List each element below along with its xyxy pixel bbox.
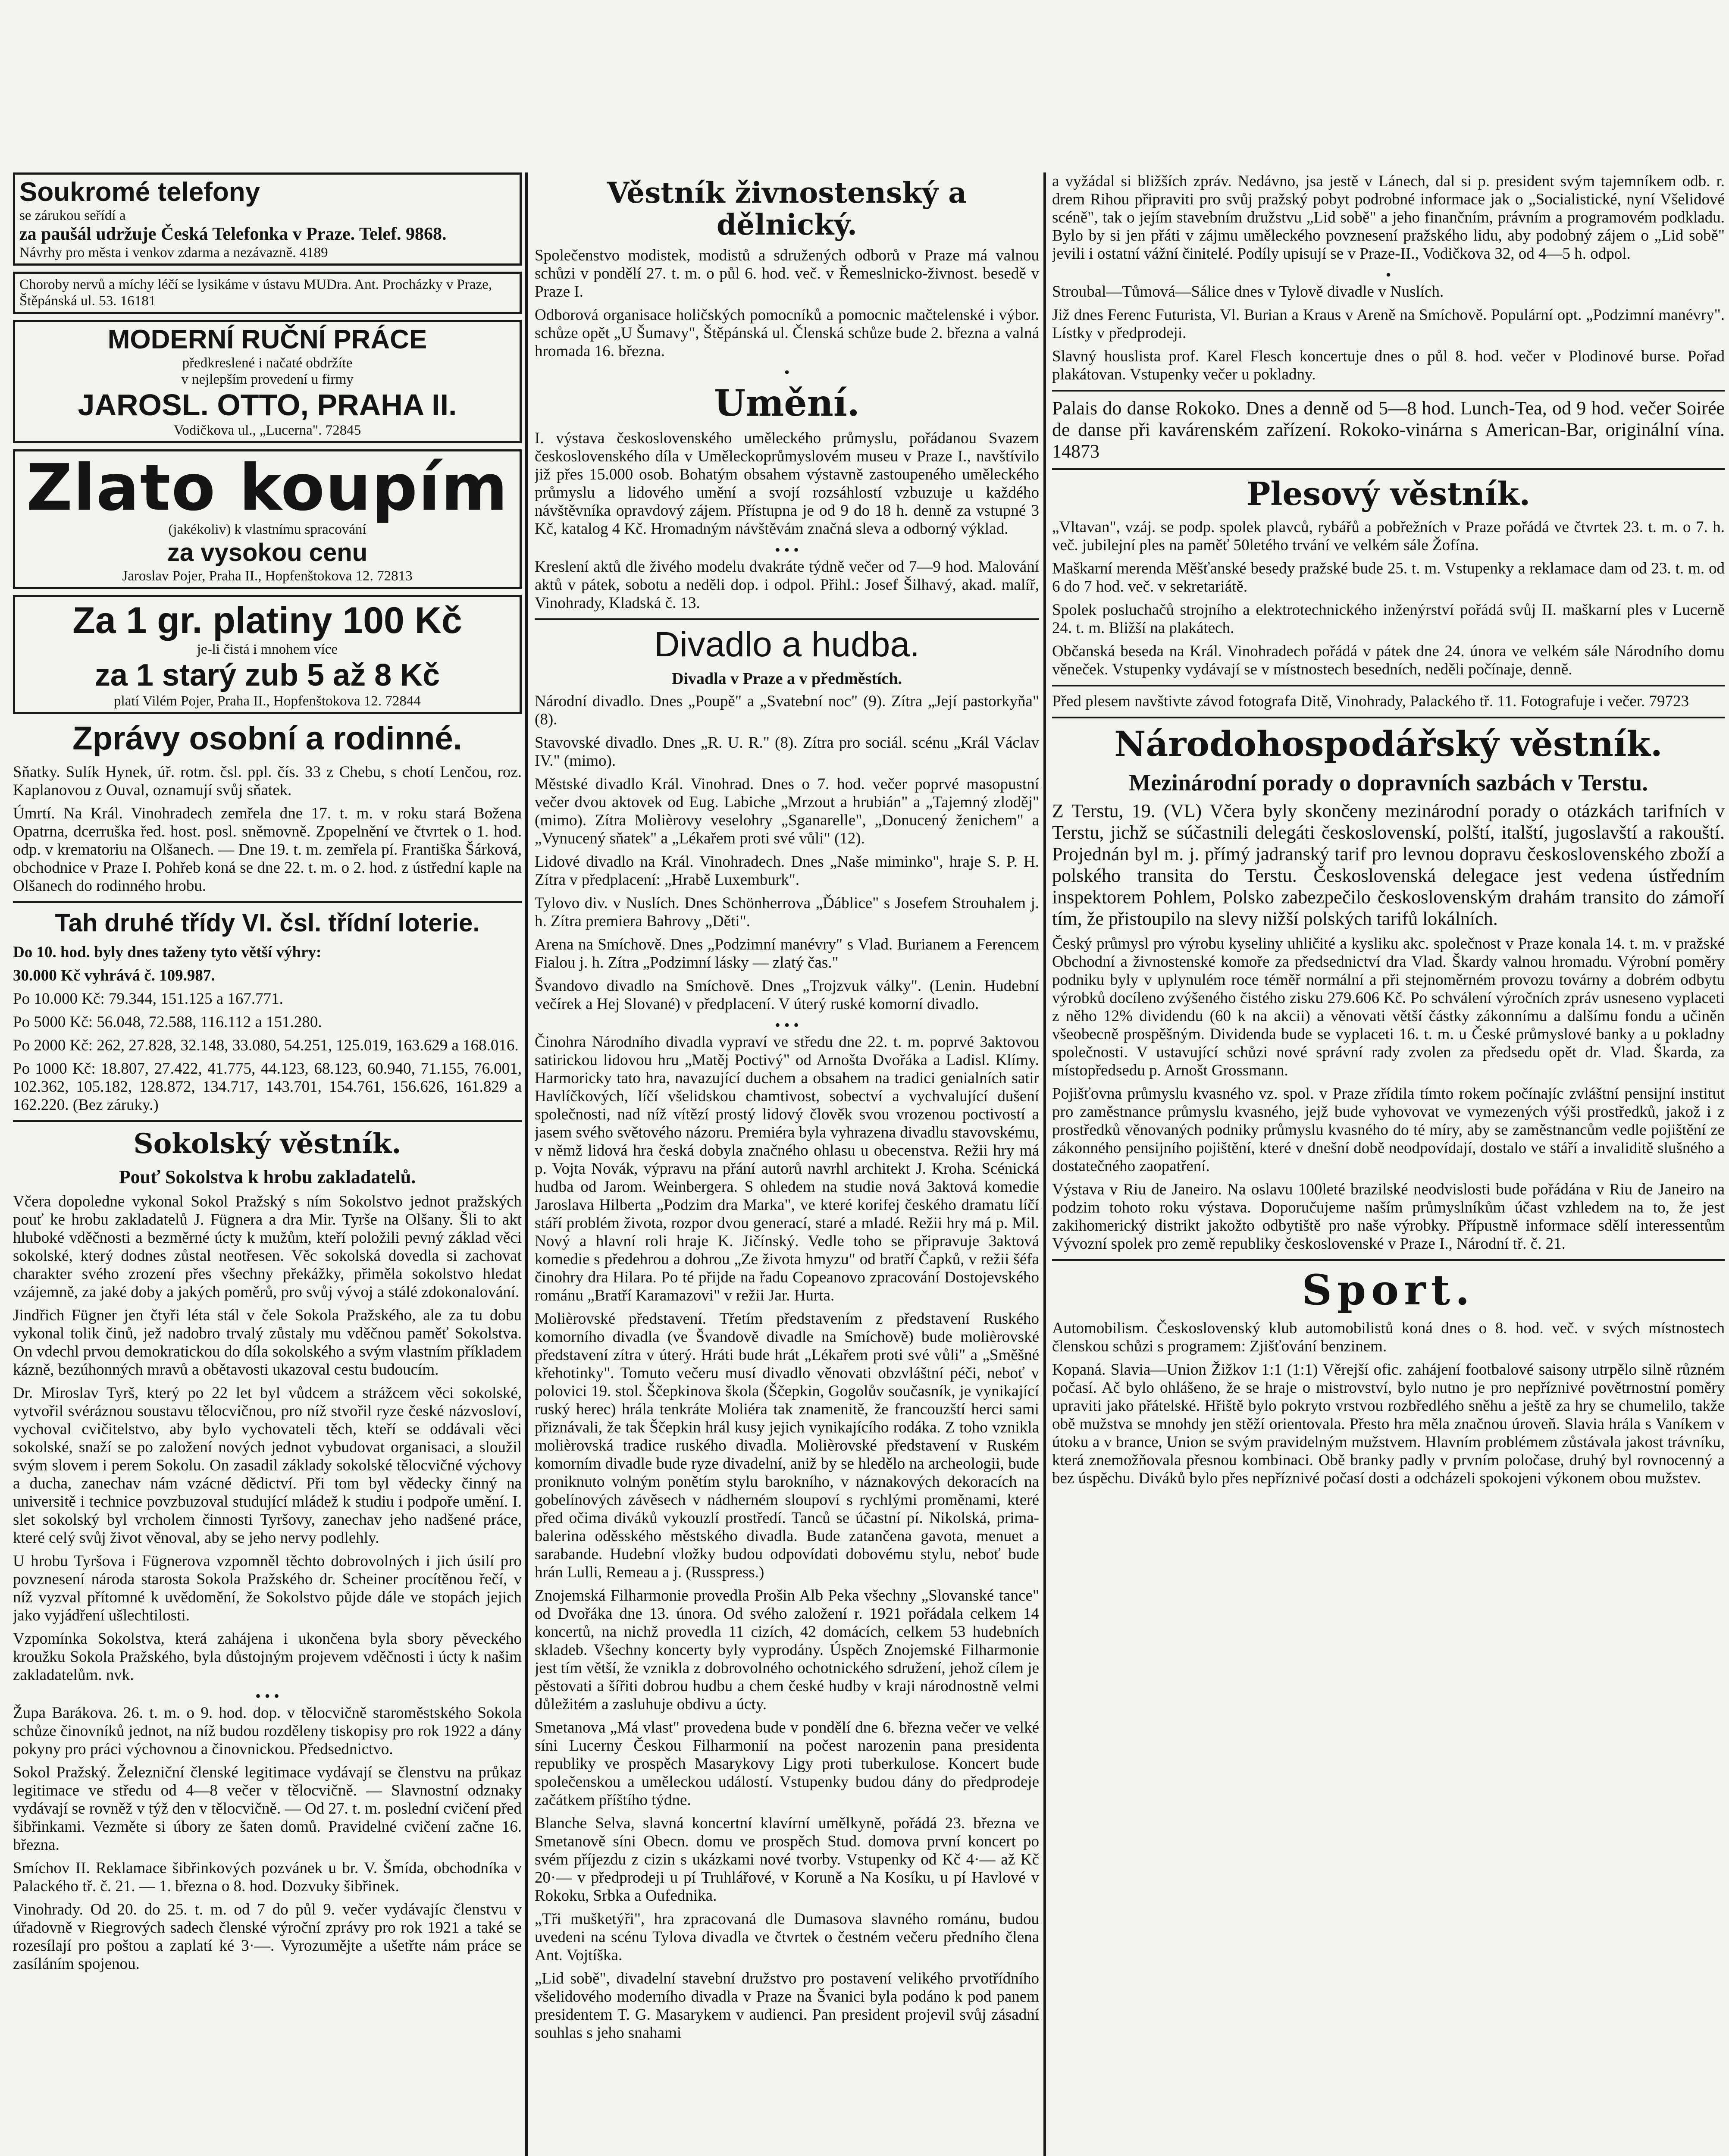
divider xyxy=(1052,1259,1725,1261)
vystava-paragraph: I. výstava československého uměleckého průmyslu, pořádanou Svazem československého díla v Uměleckoprůmyslovém museu v Praze I., navštívilo již přes 15.000 osob. Bohatým obsahem výstavně zastoupeného uměleckého průmyslu a lidového umění a svojí rozsáhlostí vzbuzuje u každého návštěvníka opravdový zájem. Přístupna je od 9 do 18 h. denně za vstupné 3 Kč, katalog 4 Kč. Hromadným návštěvám značná sleva a odborný výklad. xyxy=(535,429,1039,538)
svandovo-paragraph: Švandovo divadlo na Smíchově. Dnes „Trojzvuk války". (Lenin. Hudební večírek a Hej Slované) v předplacení. V úterý ruské komorní divadlo. xyxy=(535,977,1039,1013)
porady-subheading: Mezinárodní porady o dopravních sazbách v Terstu. xyxy=(1129,770,1648,796)
ad-zlato-price: za vysokou cenu xyxy=(167,539,368,567)
kvasnicna-paragraph: Pojišťovna průmyslu kvasného vz. spol. v Praze zřídila tímto rokem počínajíc zvláštní pensijní institut pro zaměstnance průmyslu kvasného, jejž bude vyhovovat ve vymezených výši prostředků, jakož i z prostředků věnovaných podniky průmyslu kvasného do té míry, aby se zaměstnancům vedle pojištění ze zákonného pensijního pojištění, které v dnešní době neodpovídají, dostalo ve stáří a invaliditě slušného a dostatečného zaopatření. xyxy=(1052,1085,1725,1175)
terst-paragraph: Z Terstu, 19. (VL) Včera byly skončeny mezinárodní porady o otázkách tarifních v Terstu, jichž se súčastnili delegáti československí, polští, italští, jugoslavští a rakouští. Projednán byl m. j. přímý jadranský tarif pro levnou dopravu československého zboží a polského transita do Terstu. Československá delegace jest vedena ústředním inspektorem Pohlem, Polsko zabezpečilo československým drahám transito do zámoří tím, že přistoupilo na slevy nižší polských tarifů lokálních. xyxy=(1052,800,1725,929)
column-c xyxy=(1052,172,1725,2156)
auto-paragraph: Automobilism. Československý klub automobilistů koná dnes o 8. hod. več. v svých místnostech členskou schůzi s programem: Zjišťování benzinem. xyxy=(1052,1319,1725,1355)
vestnik-heading: Věstník živnostenský a dělnický. xyxy=(607,176,967,241)
narodohosp-heading: Národohospodářský věstník. xyxy=(1114,724,1663,764)
vinohradske-paragraph: Městské divadlo Král. Vinohrad. Dnes o 7. hod. večer poprvé masopustní večer dvou aktovek od Eug. Labiche „Mrzout a hrubián" a „Tajemný zloděj" (mimo). Zítra Molièrovy veselohry „Sganarelle", „Donucený ženichem" a „Vynucený sňatek" a „Lékařem proti své vůli" (12). xyxy=(535,775,1039,847)
tylovo-paragraph: Tylovo div. v Nuslích. Dnes Schönherrova „Ďáblice" s Josefem Strouhalem j. h. Zítra premiera Bahrovy „Děti". xyxy=(535,894,1039,930)
futurista-paragraph: Již dnes Ferenc Futurista, Vl. Burian a Kraus v Areně na Smíchově. Populární opt. „Podzimní manévry". Lístky v předprodeji. xyxy=(1052,306,1725,342)
ad-telefony-line2: Návrhy pro města i venkov zdarma a nezávazně. 4189 xyxy=(19,245,328,260)
plesem-paragraph: Před plesem navštivte závod fotografa Ditě, Vinohrady, Palackého tř. 11. Fotografuje i večer. 79723 xyxy=(1052,693,1689,710)
ketyr-paragraph: „Tři mušketýři", hra zpracovaná dle Dumasova slavného románu, budou uvedeni na scénu Tylova divadla ve čtvrtek o čestném večeru předního člena Ant. Vojtíška. xyxy=(535,1910,1039,1964)
kyselina-paragraph: Český průmysl pro výrobu kyseliny uhličité a kysliku akc. společnost v Praze konala 14. t. m. v pražské Obchodní a živnostenské komoře za předsednictví dra Vlad. Škardy valnou hromadu. Výrobní poměry podniku byly v uplynulém roce téměř normální a při stejnoměrném provozu továrny a dobrém odbytu výrobků docíleno zvýšeného čistého zisku 279.606 Kč. Po schválení výročních zpráv usneseno vyplaceti z něho 12% dividendu (60 k na akcii) a věnovati větší částky zákonnímu a dalšímu fondu a učiněn všeobecně prospěšným. Dividenda bude se vyplaceti 16. t. m. u České průmyslové banky a u pokladny společnosti. V ustavující schůzi nové správní rady zvolen za předsedu opět dr. Vlad. Škarda, za místopředsedu p. Arnošt Grossmann. xyxy=(1052,935,1725,1079)
masopustni-paragraph: Maškarní merenda Měšťanské besedy pražské bude 25. t. m. Vstupenky a reklamace dam od 23. t. m. od 6 do 7 hod. več. v sekretariátě. xyxy=(1052,560,1725,595)
divider xyxy=(1052,685,1725,686)
divider: • • • xyxy=(775,541,799,558)
lidove-paragraph: Lidové divadlo na Král. Vinohradech. Dnes „Naše miminko", hraje S. P. H. Zítra v předplacení: „Hrabě Luxemburk". xyxy=(535,853,1039,889)
divider: • • • xyxy=(255,1687,279,1705)
loterie-intro: Do 10. hod. byly dnes taženy tyto větší výhry: xyxy=(13,943,322,961)
ad-prace-firm: JAROSL. OTTO, PRAHA II. xyxy=(78,388,457,422)
snatky-paragraph: Sňatky. Sulík Hynek, úř. rotm. čsl. ppl. čís. 33 z Chebu, s chotí Lenčou, roz. Kaplanovou z Ouval, oznamují svůj sňatek. xyxy=(13,763,522,799)
blanche-paragraph: Blanche Selva, slavná koncertní klavírní umělkyně, pořádá 23. března ve Smetanově síni Obecn. domu ve prospěch Stud. domova první koncert po svém příjezdu z cizin s ukázkami nové tvorby. Vstupenky od Kč 4·— až Kč 20·— v předprodeji u pí Truhlářové, v Koruně a Na Kosíku, u pí Havlové v Rokoku, Srbka a Oufednika. xyxy=(535,1814,1039,1905)
kresleni-paragraph: Kreslení aktů dle živého modelu dvakráte týdně večer od 7—9 hod. Malování aktů v pátek, sobotu a neděli dop. i odpol. Přihl.: Josef Šilhavý, akad. malíř, Vinohrady, Kladská č. 13. xyxy=(535,558,1039,612)
narodni-paragraph: Národní divadlo. Dnes „Poupě" a „Svatební noc" (9). Zítra „Její pastorkyňa" (8). xyxy=(535,693,1039,728)
column-divider-2 xyxy=(1043,172,1046,2156)
continuation-paragraph: a vyžádal si bližších zpráv. Nedávno, jsa jestě v Lánech, dal si p. president svým tajemníkem odb. r. drem Rihou připraviti pro svůj pražský pobyt podrobné informace jak o „Socialistické, nyní Všelidové scéně", tak o jejím stavebním družstvu „Lid sobě" a jeho finančním, právním a programovém podkladu. Bylo by si jen přáti v zájmu uměleckého povznesení pražského lidu, aby podobný zájem o „Lid sobě" jevili i ostatní vážní činitelé. Podíly upisují se v Praze-II., Vodičkova 32, od 4—5 h. odpol. xyxy=(1052,172,1725,263)
ad-platiny-line: je-li čistá i mnohem více xyxy=(197,642,338,657)
column-a xyxy=(13,172,522,2156)
ad-prace-addr: Vodičkova ul., „Lucerna". 72845 xyxy=(173,423,361,438)
vltavan-paragraph: „Vltavan", vzáj. se podp. spolek plavců, rybářů a pobřežních v Praze pořádá ve čtvrtek 23. t. m. o 7. h. več. jubilejní ples na paměť 50letého trvání ve velkém sále Žofína. xyxy=(1052,518,1725,554)
divider xyxy=(1052,468,1725,470)
ad-platiny-zub: za 1 starý zub 5 až 8 Kč xyxy=(94,658,440,693)
sokol-heading: Sokolský věstník. xyxy=(133,1128,401,1160)
arena-paragraph: Arena na Smíchově. Dnes „Podzimní manévry" s Vlad. Burianem a Ferencem Fialou j. h. Zítra „Podzimní lásky — zlatý čas." xyxy=(535,936,1039,971)
ad-telefony-title: Soukromé telefony xyxy=(19,177,260,207)
ad-zlato xyxy=(13,449,522,589)
stavovske-paragraph: Stavovské divadlo. Dnes „R. U. R." (8). Zítra pro sociál. scénu „Král Václav IV." (mimo). xyxy=(535,734,1039,770)
ad-prace-title: MODERNÍ RUČNÍ PRÁCE xyxy=(107,325,427,354)
divider xyxy=(1052,717,1725,718)
loterie-10000: Po 10.000 Kč: 79.344, 151.125 a 167.771. xyxy=(13,990,283,1008)
ad-platiny xyxy=(13,595,522,714)
smetanova-paragraph: Smetanova „Má vlast" provedena bude v pondělí dne 6. března večer ve velké síni Lucerny Českou Filharmonií na počest narozenin pana presidenta republiky ve prospěch Masarykovy Ligy proti tuberkulose. Koncert bude společenskou a uměleckou událostí. Vstupenky budou dány do předprodeje začátkem příštího týdne. xyxy=(535,1719,1039,1809)
elektro-paragraph: Spolek posluchačů strojního a elektrotechnického inženýrství pořádá svůj II. maškarní ples v Lucerně 24. t. m. Bližší na plakátech. xyxy=(1052,601,1725,637)
divider xyxy=(13,901,522,903)
ad-telefony-sub: se zárukou seřídí a xyxy=(19,208,126,223)
ad-choroby-text: Choroby nervů a míchy léčí se lysikáme v ústavu MUDra. Ant. Procházky v Praze, Štěpánská ul. 53. 16181 xyxy=(19,277,492,309)
kopana-paragraph: Kopaná. Slavia—Union Žižkov 1:1 (1:1) Věrejší ofic. zahájení footbalové saisony utrpělo silně různém počasí. Ač bylo ohlášeno, že se hraje o mistrovství, bylo nutno je pro nepříznivé povětrnostní poměry upraviti jako přátelské. Hřiště bylo pokryto vrstvou rozbředlého sněhu a ještě za hry se chumelilo, takže obě mužstva se mnohdy jen stěží orientovala. Přesto hra měla značnou úroveň. Slavia hrála s Vaníkem v útoku a v brance, Union se svým pravidelným mužstvem. Hlavním problémem zůstávala jakost trávníku, která znemožňovala přesnou kombinaci. Obě branky padly v prvním poločase, druhý byl rovnocenný a bez úspěchu. Diváků bylo přes nepříznivé počasí dosti a odcházeli spokojeni výkonem obou mužstev. xyxy=(1052,1361,1725,1487)
zupa-paragraph: Župa Barákova. 26. t. m. o 9. hod. dop. v tělocvičně staroměstského Sokola schůze činovníků jednot, na níž budou rozděleny tiskopisy pro rok 1922 a dány pokyny pro práci výchovnou a činovnickou. Předsednictvo. xyxy=(13,1704,522,1758)
sokol-p1: Včera dopoledne vykonal Sokol Pražský s ním Sokolstvo jednot pražských pouť ke hrobu zakladatelů J. Fügnera a dra Mir. Tyrše na Olšany. Šli to akt hluboké vděčnosti a bezměrné úcty k mužům, kteří položili pevný základ věci sokolské, který dodnes zůstal neotřesen. Věc sokolská dovedla si zachovat charakter svého zrození přes všechny překážky, přiměla sokolstvo hledat vzájemně, za jaké doby a jakých poměrů, pro svůj vývoj a stálé zdokonalování. xyxy=(13,1193,522,1301)
ad-telefony xyxy=(13,172,522,266)
loterie-30000: 30.000 Kč vyhrává č. 109.987. xyxy=(13,967,215,984)
ad-platiny-title: Za 1 gr. platiny 100 Kč xyxy=(72,600,462,641)
loterie-5000: Po 5000 Kč: 56.048, 72.588, 116.112 a 151.280. xyxy=(13,1013,322,1031)
modistek-paragraph: Společenstvo modistek, modistů a sdružených odborů v Praze má valnou schůzi v pondělí 27. t. m. o půl 6. hod. več. v Řemeslnicko-živnost. besedě v Praze I. xyxy=(535,247,1039,301)
vinohrady-paragraph: Vinohrady. Od 20. do 25. t. m. od 7 do půl 9. večer vydávajíc členstvu v úřadovně v Riegrových sadech členské výroční zprávy pro rok 1921 a také se rozesílají pro poštou a zaplatí ké 3·—. Vyrozumějte a ušetřte nám práce se zasíláním spojenou. xyxy=(13,1901,522,1973)
plesovy-heading: Plesový věstník. xyxy=(1246,476,1531,513)
column-b xyxy=(535,172,1039,2156)
rokoko-paragraph: Palais do danse Rokoko. Dnes a denně od 5—8 hod. Lunch-Tea, od 9 hod. večer Soirée de danse při kavárenském zařízení. Rokoko-vinárna s American-Bar, originální vína. 14873 xyxy=(1052,398,1725,462)
ad-zlato-line: (jakékoliv) k vlastnímu spracování xyxy=(168,522,366,537)
smichov-paragraph: Smíchov II. Reklamace šibřinkových pozvánek u br. V. Šmída, obchodníka v Palackého tř. č. 21. — 1. března o 8. hod. Dozvuky šibřinek. xyxy=(13,1859,522,1895)
zpravy-heading: Zprávy osobní a rodinné. xyxy=(72,720,462,757)
divider: • • • xyxy=(775,1016,799,1034)
umrti-paragraph: Úmrtí. Na Král. Vinohradech zemřela dne 17. t. m. v roku stará Božena Opatrna, dcerruška řed. host. posl. sněmovně. Zpopelnění ve čtvrtek o 1. hod. odp. v krematoriu na Olšanech. — Dne 19. t. m. zemřela pí. Františka Šárková, obchodnice v Praze I. Pohřeb koná se dne 22. t. m. o 2. hod. z ústřední kaple na Olšanech do rodinného hrobu. xyxy=(13,805,522,895)
divider: • xyxy=(1385,266,1391,283)
ad-rucni-prace xyxy=(13,320,522,443)
sport-heading: Sport. xyxy=(1302,1266,1475,1314)
sokol-p2: Jindřich Fügner jen čtyři léta stál v čele Sokola Pražského, ale za tu dobu vykonal tolik činů, jež nadobro trvalý zůstaly mu vděčnou paměť Sokolstva. On vdechl prvou demokratickou do díla sokolského a svým vlastním příkladem kázně, bezúhonných mravů a obětavosti ukazoval cestu budoucím. xyxy=(13,1307,522,1379)
column-divider-1 xyxy=(525,172,528,2156)
loterie-heading: Tah druhé třídy VI. čsl. třídní loterie. xyxy=(55,909,480,937)
divadla-subheading: Divadla v Praze a v předměstích. xyxy=(671,670,902,688)
sokol-p3: Dr. Miroslav Tyrš, který po 22 let byl vůdcem a strážcem věci sokolské, vytvořil svéráznou soustavu tělocvičnou, pro níž stvořil ryze české názvosloví, vychoval cvičitelstvo, aby bylo vychovateli těch, kteří se oddávali věci sokolské, snaží se po založení nových jednot vybudovat organisaci, a sloužil svým slovem i perem Sokolu. On zasadil základy sokolské tělocvičné výchovy a ducha, zanechav nám vzácné dědictví. Při tom byl vědecky činný na universitě i technice povzbuzoval studující mládež k studiu i podpoře umění. I. slet sokolský byl vrcholem činnosti Tyršovy, zanechav jeho nadšené práce, které celý svůj život věnoval, aby se jeho nervy podlehly. xyxy=(13,1384,522,1547)
molierovske-paragraph: Molièrovské představení. Třetím představením z představení Ruského komorního divadla (ve Švandově divadle na Smíchově) bude molièrovské představení zítra v úterý. Hráti bude hrát „Lékařem proti své vůli" a „Směšné křehotinky". Tomuto večeru musí divadlo věnovati obzvláštní péči, neboť v polovici 19. stol. Ščepkinova škola (Ščepkin, Gogolův současník, je vynikající ruský herec) hrála tenkráte Moliéra tak znamenitě, že francouzští herci sami přiznávali, že tak Ščepkin hrál kusy jejich vynikajícího rodáka. Z toho vznikla molièrovská tradice ruského divadla. Molièrovské představení v Ruském komorním divadle bude ryze divadelní, aniž by se hledělo na archeologii, bude proniknuto volným ponětím stylu barokního, v náznakových dekoracích na gobelínových závěsech v nádherném sloupoví s rychlými proměnami, které před očima diváků vykouzlí prostředí. Tanců se účastní pí. Nikolská, prima-balerina oděsského městského divadla. Bude zatančena gavota, menuet a sarabande. Hudební vložky budou odpovídati dobovému stylu, neboť bude hrán Lulli, Remeau a j. (Russpress.) xyxy=(535,1310,1039,1581)
ad-zlato-title: Zlato koupím xyxy=(26,451,509,525)
ad-platiny-addr: platí Vilém Pojer, Praha II., Hopfenštokova 12. 72844 xyxy=(114,693,421,709)
rio-paragraph: Výstava v Riu de Janeiro. Na oslavu 100leté brazilské neodvislosti bude pořádána v Riu de Janeiro na podzim tohoto roku výstava. Doporučujeme naším průmyslníkům účast vzhledem na to, že jest zakihomerický distrikt jakožto odbytiště pro naše výrobky. Přípustně informace sdělí interessentům Vývozní spolek pro země republiky československé v Praze I., Národní tř. č. 21. xyxy=(1052,1181,1725,1253)
ad-zlato-addr: Jaroslav Pojer, Praha II., Hopfenštokova 12. 72813 xyxy=(122,568,413,584)
divider xyxy=(1052,390,1725,392)
divadlo-heading: Divadlo a hudba. xyxy=(654,625,920,664)
sokol-p5: Vzpomínka Sokolstva, která zahájena i ukončena byla sbory pěveckého kroužku Sokola Pražského, byla důstojným projevem vděčnosti i úcty k našim zakladatelům. nvk. xyxy=(13,1630,522,1684)
sokol-p4: U hrobu Tyršova i Fügnerova vzpomněl těchto dobrovolných i jich úsilí pro povznesení národa starosta Sokola Pražského dr. Scheiner procítěnou řečí, v níž vyzval přítomné k uvědomění, že Sokolstvo půjde dále ve stopách jejich jako vyjádření ušlechtilosti. xyxy=(13,1552,522,1624)
loterie-1000: Po 1000 Kč: 18.807, 27.422, 41.775, 44.123, 68.123, 60.940, 71.155, 76.001, 102.362, 105.182, 128.872, 134.717, 143.701, 154.761, 156.626, 161.829 a 162.220. (Bez záruky.) xyxy=(13,1060,522,1114)
znojemska-paragraph: Znojemská Filharmonie provedla Prošin Alb Peka všechny „Slovanské tance" od Dvořáka dne 13. února. Od svého založení r. 1921 pořádala celkem 14 koncertů, na nichž provedla 11 cizích, 42 domácích, celkem 53 hudebních skladeb. Všechny koncerty byly vyprodány. Úspěch Znojemské Filharmonie jest tím větší, že vznikla z dobrovolného ochotnického sdružení, jehož cílem je pěstovati a šířiti dobrou hudbu a chem české hudby v kraji národnostně velmi důležitém a zasluhuje obdivu a úcty. xyxy=(535,1587,1039,1713)
stroubal-paragraph: Stroubal—Tůmová—Sálice dnes v Tylově divadle v Nuslích. xyxy=(1052,283,1444,301)
flesch-paragraph: Slavný houslista prof. Karel Flesch koncertuje dnes o půl 8. hod. večer v Plodinové burse. Pořad plakátovan. Vstupenky večer u pokladny. xyxy=(1052,348,1725,383)
lid-sobe-paragraph: „Lid sobě", divadelní stavební družstvo pro postavení velikého prvotřídního všelidového moderního divadla v Praze na Švanici byla podáno k pod panem presidentem T. G. Masarykem v audienci. Pan president projevil svůj zásadní souhlas s jeho snahami xyxy=(535,1970,1039,2042)
ad-prace-line1: předkreslené i načaté obdržíte xyxy=(182,355,353,371)
cinohra-paragraph: Činohra Národního divadla vypraví ve středu dne 22. t. m. poprvé 3aktovou satirickou lidovou hru „Matěj Poctivý" od Arnošta Dvořáka a Ladisl. Klímy. Harmoricky tato hra, navazující duchem a obsahem na tradici genialních satir Havlíčkových, líčí všelidskou chamtivost, sobectví a vychvalující dušení společnosti, nad níž vítězí prostý lidový člověk svou vrozenou poctivostí a jasem svého světového názoru. Premiéra byla vyhrazena divadlu stavovskému, v němž lidová hra česká dobyla značného ohlasu u obecenstva. Režii hry má p. Vojta Novák, výpravu na přání autorů navrhl architekt J. Kroha. Scénická hudba od Jarom. Weinbergera. S ohledem na studie nová 3aktová komedie Jaroslava Hilberta „Podzim dra Marka", ve které korifej českého dramatu líčí stáří problém života, rozpor dvou generací, staré a mladé. Režii hry má p. Mil. Nový a hlavní roli hraje K. Jičínský. Vedle toho se připravuje 3aktová komedie s předehrou a dohrou „Ze života hmyzu" od bratří Čapků, v režii šéfa činohry dra Hilara. Po té přijde na řadu Copeanovo zpracování Dostojevského románu „Bratří Karamazovi" v režii Jar. Hurta. xyxy=(535,1033,1039,1304)
divider: • xyxy=(784,364,790,381)
ad-prace-line2: v nejlepším provedení u firmy xyxy=(181,372,354,387)
prazsky-paragraph: Sokol Pražský. Železniční členské legitimace vydávají se členstvu na průkaz legitimace ve středu od 4—8 večer v tělocvičně. — Slavnostní odznaky vydávají se rovněž v týž den v tělocvičně. — Od 27. t. m. poslední cvičení před šibřinkami. Vezměte si úbory ze šaten domů. Pravidelné cvičení začne 16. března. xyxy=(13,1764,522,1854)
holicu-paragraph: Odborová organisace holičských pomocníků a pomocnic mačtelenské i výbor. schůze opět „U Šumavy", Štěpánská ul. Členská schůze bude 2. března a valná hromada 16. března. xyxy=(535,306,1039,360)
umeni-heading: Umění. xyxy=(714,382,860,424)
loterie-2000: Po 2000 Kč: 262, 27.828, 32.148, 33.080, 54.251, 125.019, 163.629 a 168.016. xyxy=(13,1037,519,1054)
sokol-subheading: Pouť Sokolstva k hrobu zakladatelů. xyxy=(119,1166,416,1188)
obcanska-paragraph: Občanská beseda na Král. Vinohradech pořádá v pátek dne 24. února ve velkém sále Národního domu věneček. Vstupenky vydávají se v místnostech besedních, neděli počínaje, denně. xyxy=(1052,642,1725,678)
divider xyxy=(13,1120,522,1122)
ad-choroby xyxy=(13,272,522,314)
ad-telefony-line1: za paušál udržuje Česká Telefonka v Praze. Telef. 9868. xyxy=(19,224,447,244)
divider xyxy=(535,618,1039,620)
